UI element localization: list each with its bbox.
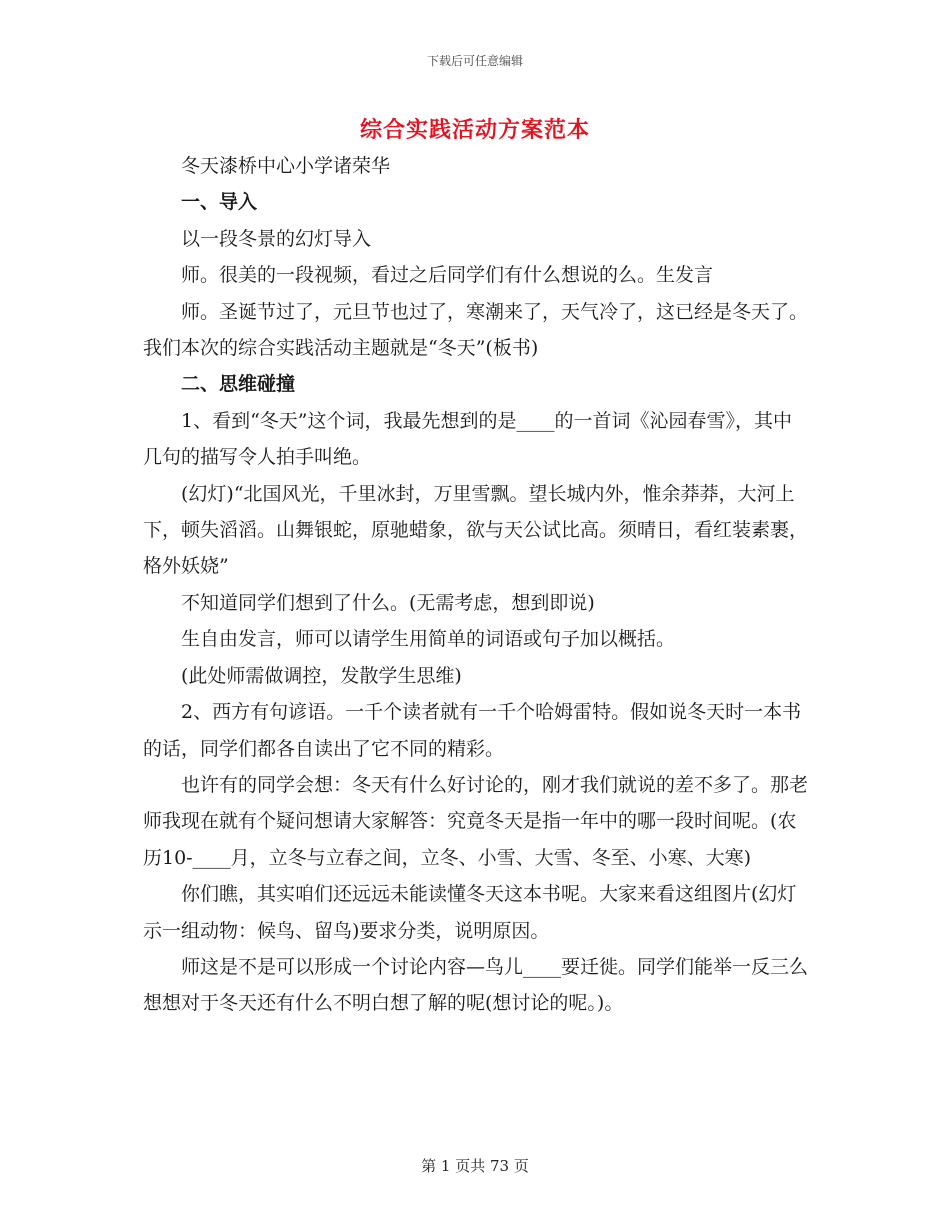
paragraph: 师。很美的一段视频，看过之后同学们有什么想说的么。生发言	[181, 264, 714, 287]
paragraph: 师这是不是可以形成一个讨论内容—鸟儿____要迁徙。同学们能举一反三么想想对于冬天还有什么不明白想了解的呢(想讨论的呢。)。	[143, 955, 809, 1015]
paragraph: (幻灯)“北国风光，千里冰封，万里雪飘。望长城内外，惟余莽莽，大河上下，顿失滔滔。山舞银蛇，原驰蜡象，欲与天公试比高。须晴日，看红装素裹，格外妖娆”	[143, 482, 809, 578]
paragraph: 生自由发言，师可以请学生用简单的词语或句子加以概括。	[181, 628, 676, 651]
paragraph: 不知道同学们想到了什么。(无需考虑，想到即说)	[181, 591, 595, 614]
paragraph: 你们瞧，其实咱们还远远未能读懂冬天这本书呢。大家来看这组图片(幻灯示一组动物：候鸟、留鸟)要求分类，说明原因。	[143, 883, 797, 942]
section-heading-thinking: 二、思维碰撞	[181, 373, 296, 396]
paragraph: 师。圣诞节过了，元旦节也过了，寒潮来了，天气冷了，这已经是冬天了。我们本次的综合实践活动主题就是“冬天”(板书)	[143, 300, 809, 360]
paragraph: (此处师需做调控，发散学生思维)	[181, 664, 462, 687]
header-note: 下载后可任意编辑	[426, 54, 523, 68]
paragraph: 以一段冬景的幻灯导入	[181, 227, 372, 250]
paragraph: 2、西方有句谚语。一千个读者就有一千个哈姆雷特。假如说冬天时一本书的话，同学们都各自读出了它不同的精彩。	[143, 701, 802, 760]
page-number: 第 1 页共 73 页	[421, 1157, 529, 1175]
section-heading-intro: 一、导入	[181, 191, 258, 214]
document-body	[143, 148, 811, 1022]
document-title: 综合实践活动方案范本	[359, 117, 590, 143]
author-line: 冬天漆桥中心小学诸荣华	[181, 155, 391, 177]
paragraph: 也许有的同学会想：冬天有什么好讨论的，刚才我们就说的差不多了。那老师我现在就有个疑问想请大家解答：究竟冬天是指一年中的哪一段时间呢。(农历10-____月，立冬与立春之间，立冬、小雪、大雪、冬至、小寒、大寒)	[143, 773, 809, 869]
paragraph: 1、看到“冬天”这个词，我最先想到的是____的一首词《沁园春雪》，其中几句的描写令人拍手叫绝。	[143, 409, 793, 469]
